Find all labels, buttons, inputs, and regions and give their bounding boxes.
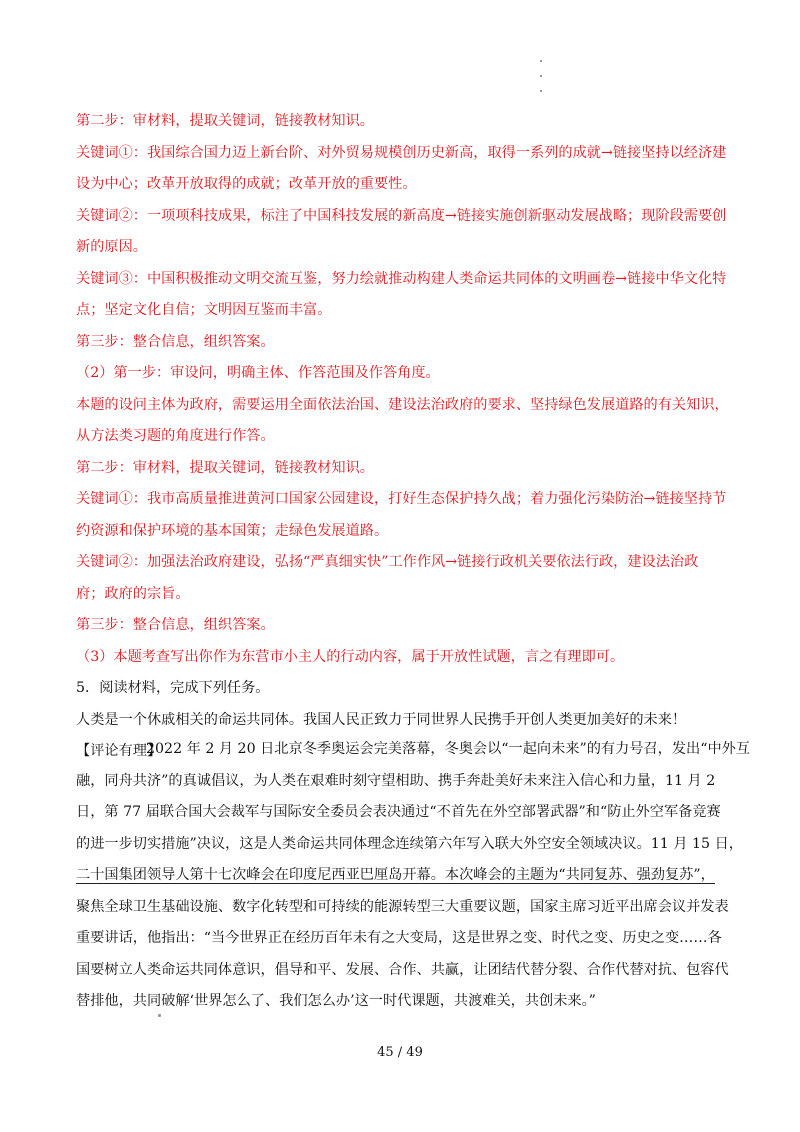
underlined-text: 二十国集团领导人第十七次峰会在印度尼西亚巴厘岛开幕。本次峰会的主题为“共同复苏、强劲复苏”，	[76, 867, 715, 883]
text-line: 第二步：审材料，提取关键词，链接教材知识。	[76, 113, 374, 129]
section-heading: 【评论有理】	[76, 743, 162, 759]
question-intro: 人类是一个休戚相关的命运共同体。我国人民正致力于同世界人民携手开创人类更加美好的未来！	[76, 711, 687, 728]
page-number: 45 / 49	[377, 1045, 423, 1060]
text-line: （2）第一步：审设问，明确主体、作答范围及作答角度。	[76, 365, 440, 381]
passage-line-underlined	[76, 860, 726, 892]
header-dots	[540, 60, 548, 105]
reading-passage	[76, 734, 751, 1018]
text-line: 关键词②：一项项科技成果，标注了中国科技发展的新高度→链接实施创新驱动发展战略；现阶段需要创	[76, 207, 727, 224]
text-line: 关键词①：我国综合国力迈上新台阶、对外贸易规模创历史新高，取得一系列的成就→链接坚持以经济建	[76, 144, 727, 161]
text-line: 从方法类习题的角度进行作答。	[76, 428, 275, 444]
passage-line: 融，同舟共济”的真诚倡议，为人类在艰难时刻守望相助、携手奔赴美好未来注入信心和力量，11 月 2	[76, 772, 716, 789]
question-number: 5．阅读材料，完成下列任务。	[76, 680, 270, 696]
text-line: 关键词②：加强法治政府建设，弘扬“严真细实快”工作作风→链接行政机关要依法行政，建设法治政	[76, 554, 699, 570]
passage-line: 国要树立人类命运共同体意识，倡导和平、发展、合作、共赢，让团结代替分裂、合作代替对抗、包容代	[76, 961, 729, 978]
passage-line: 重要讲话，他指出：“当今世界正在经历百年未有之大变局，这是世界之变、时代之变、历史之变……各	[76, 930, 722, 946]
passage-line: 替排他，共同破解‘世界怎么了、我们怎么办’这一时代课题，共渡难关，共创未来。”	[76, 993, 596, 1009]
text-line: 关键词③：中国积极推动文明交流互鉴，努力绘就推动构建人类命运共同体的文明画卷→链接中华文化特	[76, 270, 727, 287]
text-line: 第三步：整合信息，组织答案。	[76, 333, 275, 350]
text-line: 本题的设问主体为政府，需要运用全面依法治国、建设法治政府的要求、坚持绿色发展道路的有关知识，	[76, 396, 729, 413]
text-line: 第三步：整合信息，组织答案。	[76, 617, 275, 633]
text-line: 设为中心；改革开放取得的成就；改革开放的重要性。	[76, 176, 417, 192]
text-line: 第二步：审材料，提取关键词，链接教材知识。	[76, 459, 374, 476]
passage-line: 聚焦全球卫生基础设施、数字化转型和可持续的能源转型三大重要议题，国家主席习近平出席会议并发表	[76, 898, 729, 915]
text-line: （3）本题考查写出你作为东营市小主人的行动内容，属于开放性试题，言之有理即可。	[76, 648, 625, 665]
passage-line: 2022 年 2 月 20 日北京冬季奥运会完美落幕，冬奥会以“一起向未来”的有力号召，发出“中外互	[146, 741, 751, 757]
text-line: 约资源和保护环境的基本国策；走绿色发展道路。	[76, 522, 389, 539]
passage-line: 的进一步切实措施”决议，这是人类命运共同体理念连续第六年写入联大外空安全领域决议。11 月 15 日，	[76, 835, 743, 852]
passage-line: 日，第 77 届联合国大会裁军与国际安全委员会表决通过“不首先在外空部署武器”和“防止外空军备竞赛	[76, 804, 721, 820]
text-line: 关键词①：我市高质量推进黄河口国家公园建设，打好生态保护持久战；着力强化污染防治→链接坚持节	[76, 491, 727, 507]
margin-dot	[158, 1014, 161, 1017]
text-line: 府；政府的宗旨。	[76, 585, 190, 602]
text-line: 新的原因。	[76, 239, 147, 255]
answer-analysis	[76, 106, 751, 768]
text-line: 点；坚定文化自信；文明因互鉴而丰富。	[76, 302, 332, 318]
